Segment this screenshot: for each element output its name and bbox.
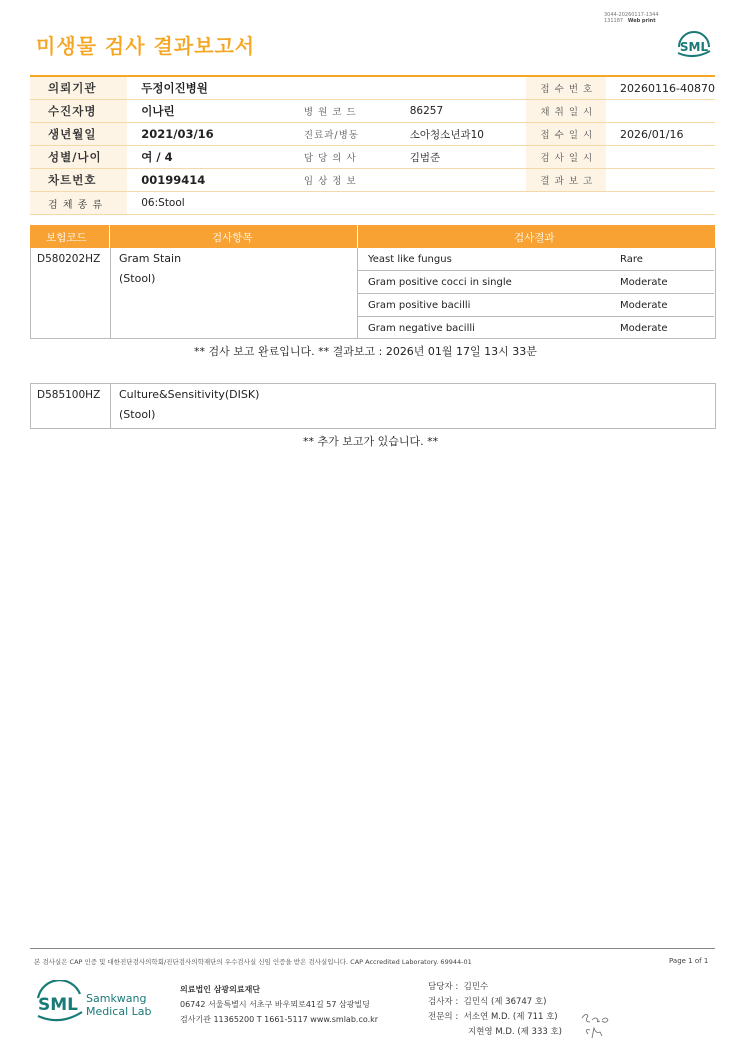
clinical-value xyxy=(396,169,527,192)
requester-label: 의뢰기관 xyxy=(30,76,127,100)
dept-value: 소아청소년과10 xyxy=(396,123,527,146)
test1-result-table xyxy=(357,248,714,339)
patient-info-table xyxy=(30,75,715,215)
receipt-no-value: 20260116-40870 xyxy=(606,76,715,100)
result-row xyxy=(358,294,715,317)
hospital-code-label: 병 원 코 드 xyxy=(290,100,396,123)
results-header xyxy=(30,225,715,248)
doctor-value: 김범준 xyxy=(396,146,527,169)
org-info xyxy=(180,982,378,1027)
doctor-label: 담 당 의 사 xyxy=(290,146,396,169)
staff4-name: 지현영 M.D. (제 333 호) xyxy=(468,1027,563,1037)
staff2-name: 김민식 (제 36747 호) xyxy=(463,997,547,1007)
collection-label: 채 취 일 시 xyxy=(526,100,606,123)
header-item: 검사항목 xyxy=(212,232,253,244)
org-name: 의료법인 삼광의료재단 xyxy=(180,985,261,994)
sml-logo-text: SML xyxy=(679,40,709,54)
test2-name: Culture&Sensitivity(DISK) xyxy=(119,388,260,401)
print-id-line2: 131187 xyxy=(604,18,624,24)
result-row xyxy=(358,248,715,271)
test2-code: D585100HZ xyxy=(37,389,101,401)
receipt-date-label: 접 수 일 시 xyxy=(526,123,606,146)
certification-note: 본 검사실은 CAP 인증 및 대한진단검사의학회/진단검사의학재단의 우수검사실 신임 인증을 받은 검사실입니다. CAP Accredited Laboratory. 69944-01 xyxy=(34,958,472,966)
staff1-name: 김민수 xyxy=(463,982,489,992)
staff3-name: 서소연 M.D. (제 711 호) xyxy=(463,1012,558,1022)
print-id-line1: 3044-20260117-1344 xyxy=(604,12,659,18)
chart-no-label: 차트번호 xyxy=(30,169,127,192)
sex-age-value: 여 / 4 xyxy=(127,146,290,169)
test1-note: ** 검사 보고 완료입니다. ** 결과보고 : 2026년 01월 17일 13시 33분 xyxy=(194,345,537,358)
dob-label: 생년월일 xyxy=(30,123,127,146)
header-code: 보험코드 xyxy=(46,232,87,244)
header-result: 검사결과 xyxy=(514,232,555,244)
samkwang-logo-name2: Medical Lab xyxy=(86,1005,152,1018)
org-contact: 검사기관 11365200 T 1661-5117 www.smlab.co.kr xyxy=(180,1015,379,1024)
staff1-label: 담당자 : xyxy=(428,982,459,992)
result-value: Moderate xyxy=(620,271,714,294)
page-number: Page 1 of 1 xyxy=(669,957,709,965)
result-value: Moderate xyxy=(620,294,714,317)
staff2-label: 검사자 : xyxy=(428,997,459,1007)
hospital-code-value: 86257 xyxy=(396,100,527,123)
dob-value: 2021/03/16 xyxy=(127,123,290,146)
receipt-date-value: 2026/01/16 xyxy=(606,123,715,146)
dept-label: 진료과/병동 xyxy=(290,123,396,146)
org-address: 06742 서울특별시 서초구 바우뫼로41길 57 삼광빌딩 xyxy=(180,1000,370,1009)
test-date-label: 검 사 일 시 xyxy=(526,146,606,169)
samkwang-logo-mark: SML xyxy=(38,995,78,1015)
print-id xyxy=(604,12,659,24)
result-name: Gram negative bacilli xyxy=(358,317,621,340)
name-label: 수진자명 xyxy=(30,100,127,123)
test2-note: ** 추가 보고가 있습니다. ** xyxy=(303,435,439,448)
test2-box xyxy=(30,383,716,429)
staff3-label: 전문의 : xyxy=(428,1012,459,1022)
test1-name: Gram Stain xyxy=(119,252,182,265)
result-value: Rare xyxy=(620,248,714,271)
test-date-value xyxy=(606,146,715,169)
test1-specimen: (Stool) xyxy=(119,272,156,285)
footer-divider xyxy=(30,948,715,949)
report-value xyxy=(606,169,715,192)
print-label: Web print xyxy=(627,18,656,24)
specimen-label: 검 체 종 류 xyxy=(30,192,127,215)
result-name: Gram positive bacilli xyxy=(358,294,621,317)
result-row xyxy=(358,271,715,294)
receipt-no-label: 접 수 번 호 xyxy=(526,76,606,100)
test1-code: D580202HZ xyxy=(37,253,101,265)
staff-info xyxy=(428,980,562,1040)
chart-no-value: 00199414 xyxy=(127,169,290,192)
report-label: 결 과 보 고 xyxy=(526,169,606,192)
report-title: 미생물 검사 결과보고서 xyxy=(36,34,256,58)
result-row xyxy=(358,317,715,340)
signature-image xyxy=(578,1008,614,1040)
sml-logo xyxy=(674,27,714,59)
specimen-value: 06:Stool xyxy=(127,192,715,215)
test2-specimen: (Stool) xyxy=(119,408,156,421)
samkwang-logo-name1: Samkwang xyxy=(86,992,147,1005)
result-name: Gram positive cocci in single xyxy=(358,271,621,294)
requester-value: 두정이진병원 xyxy=(127,76,526,100)
sex-age-label: 성별/나이 xyxy=(30,146,127,169)
collection-value xyxy=(606,100,715,123)
clinical-label: 임 상 정 보 xyxy=(290,169,396,192)
samkwang-logo xyxy=(36,980,156,1028)
result-name: Yeast like fungus xyxy=(358,248,621,271)
result-value: Moderate xyxy=(620,322,668,334)
name-value: 이나린 xyxy=(127,100,290,123)
